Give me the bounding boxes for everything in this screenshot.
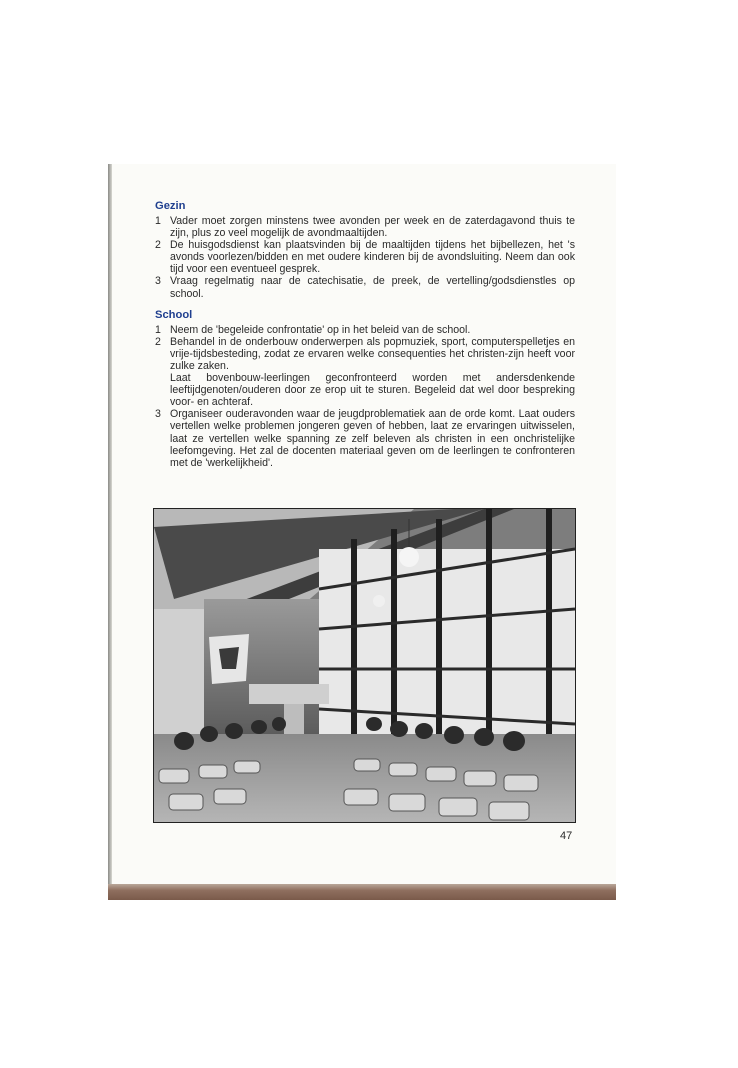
text-block bbox=[155, 200, 575, 469]
photo-illustration bbox=[154, 509, 575, 822]
assembly-hall-photo bbox=[153, 508, 576, 823]
list-item bbox=[155, 336, 575, 409]
section-heading-gezin: Gezin bbox=[155, 200, 186, 212]
list-item bbox=[155, 239, 575, 275]
item-number: 2 bbox=[155, 239, 161, 252]
school-list bbox=[155, 324, 575, 469]
gezin-list bbox=[155, 215, 575, 300]
item-text: Vraag regelmatig naar de catechisatie, de preek, de vertelling/godsdienstles op school. bbox=[170, 275, 575, 300]
item-text: Behandel in de onderbouw onderwerpen als popmuziek, sport, computerspelletjes en vrije-tijdsbesteding, zodat ze ervaren welke consequenties het christen-zijn heeft voor zulke zaken. bbox=[170, 335, 575, 372]
list-item bbox=[155, 324, 575, 336]
list-item bbox=[155, 408, 575, 468]
item-number: 1 bbox=[155, 323, 161, 336]
item-number: 3 bbox=[155, 275, 161, 288]
list-item bbox=[155, 275, 575, 299]
item-number: 3 bbox=[155, 408, 161, 421]
item-text: Vader moet zorgen minstens twee avonden per week en de zaterdagavond thuis te zijn, plus zo veel mogelijk de avondmaaltijden. bbox=[170, 215, 575, 240]
list-item bbox=[155, 215, 575, 239]
item-text: Neem de 'begeleide confrontatie' op in het beleid van de school. bbox=[170, 323, 471, 336]
item-text-continued: Laat bovenbouw-leerlingen geconfronteerd worden met andersdenkende leeftijdgenoten/ouderen door ze erop uit te sturen. Begeleid dat wel door bespreking voor- en achteraf. bbox=[170, 372, 575, 409]
item-number: 1 bbox=[155, 215, 161, 227]
page-spine-shadow bbox=[108, 164, 112, 900]
item-text: Organiseer ouderavonden waar de jeugdproblematiek aan de orde komt. Laat ouders vertellen welke problemen jongeren geven of hebben, laat ze ervaringen uitwisselen, laat ze vertellen welke spanning ze zelf beleven als christen in een onchristelijke leefomgeving. Het zal de docenten materiaal geven om de leerlingen te confronteren met de 'werkelijkheid'. bbox=[170, 408, 575, 469]
item-text: De huisgodsdienst kan plaatsvinden bij de maaltijden tijdens het bijbellezen, het 's avonds voorlezen/bidden en met oudere kinderen bij de avondsluiting. Neem dan ook tijd voor een eventueel gesprek. bbox=[170, 239, 575, 276]
item-number: 2 bbox=[155, 335, 161, 348]
page-edge-band bbox=[108, 884, 616, 900]
page-number: 47 bbox=[560, 830, 573, 842]
section-heading-school: School bbox=[155, 308, 193, 321]
